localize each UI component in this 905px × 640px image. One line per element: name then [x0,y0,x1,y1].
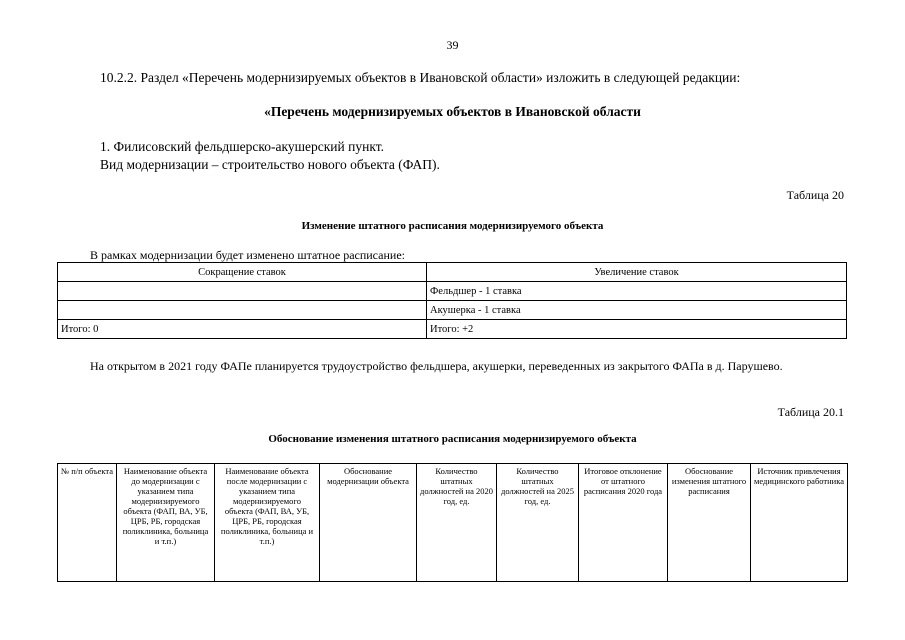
header-cell-name-after: Наименование объекта после модернизации с указанием типа модернизируемого объекта (ФАП, ВА, УБ, ЦРБ, РБ, городская поликлиника, больница и т.п.) [215,464,320,582]
table-cell: Акушерка - 1 ставка [427,301,847,320]
table-cell [58,301,427,320]
table-cell: Фельдшер - 1 ставка [427,282,847,301]
object-line: 1. Филисовский фельдшерско-акушерский пункт. [100,139,384,154]
table-row [58,282,847,301]
header-cell-source: Источник привлечения медицинского работника [751,464,848,582]
table-row [58,301,847,320]
header-cell-justification: Обоснование модернизации объекта [320,464,417,582]
table-cell: Итого: 0 [58,320,427,339]
header-cell-positions-2020: Количество штатных должностей на 2020 год, ед. [417,464,497,582]
table-header-row [58,464,848,582]
list-heading: «Перечень модернизируемых объектов в Ивановской области [264,104,641,119]
table-cell: Итого: +2 [427,320,847,339]
section-text: 10.2.2. Раздел «Перечень модернизируемых объектов в Ивановской области» изложить в следующей редакции: [100,70,741,85]
table-cell [58,282,427,301]
header-cell-number: № п/п объекта [58,464,117,582]
table-20-intro: В рамках модернизации будет изменено штатное расписание: [90,248,405,262]
modernization-line: Вид модернизации – строительство нового объекта (ФАП). [100,157,440,172]
table-20-1-title: Обоснование изменения штатного расписания модернизируемого объекта [268,433,637,445]
header-cell-name-before: Наименование объекта до модернизации с указанием типа модернизируемого объекта (ФАП, ВА, УБ, ЦРБ, РБ, городская поликлиника, больница и т.п.) [117,464,215,582]
header-cell-change-justification: Обоснование изменения штатного расписания [668,464,751,582]
header-cell-deviation: Итоговое отклонение от штатного расписания 2020 года [579,464,668,582]
table-header-row [58,263,847,282]
staffing-justification-table [57,463,848,582]
table-total-row [58,320,847,339]
header-cell-reduction: Сокращение ставок [58,263,427,282]
page-number: 39 [446,38,459,52]
table-20-title: Изменение штатного расписания модернизируемого объекта [301,220,604,232]
header-cell-positions-2025: Количество штатных должностей на 2025 год, ед. [497,464,579,582]
staffing-change-table [57,262,847,339]
header-cell-increase: Увеличение ставок [427,263,847,282]
table-20-1-caption: Таблица 20.1 [777,405,844,419]
table-20-caption: Таблица 20 [786,188,844,202]
staffing-note: На открытом в 2021 году ФАПе планируется трудоустройство фельдшера, акушерки, переведенных из закрытого ФАПа в д. Парушево. [90,359,783,373]
